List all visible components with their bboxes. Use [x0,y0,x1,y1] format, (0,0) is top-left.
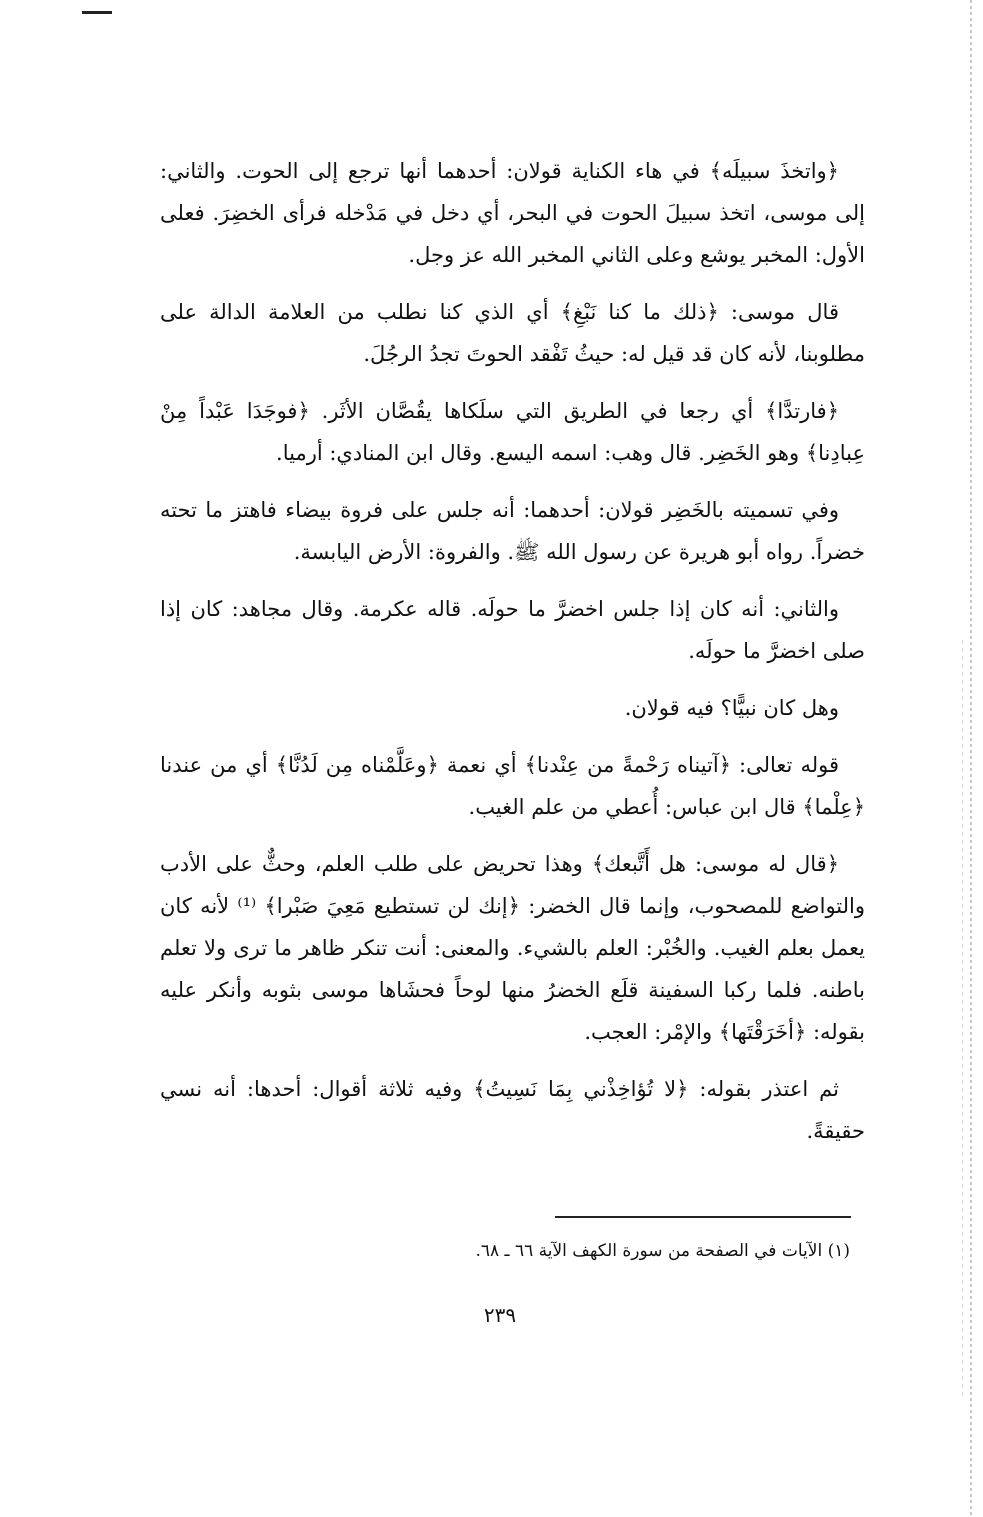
paragraph: ﴿واتخذَ سبيلَه﴾ في هاء الكناية قولان: أحدهما أنها ترجع إلى الحوت. والثاني: إلى موسى، اتخذ سبيلَ الحوت في البحر، أي دخل في مَدْخله فرأى الخضِرَ. فعلى الأول: المخبر يوشع وعلى الثاني المخبر الله عز وجل. [160,159,865,267]
main-text [160,150,865,1167]
paragraph: ثم اعتذر بقوله: ﴿لا تُؤاخِذْني بِمَا نَسِيتُ﴾ وفيه ثلاثة أقوال: أحدها: أنه نسي حقيقةً. [160,1077,865,1143]
scan-edge-dots [970,0,972,1517]
paragraph: وهل كان نبيًّا؟ فيه قولان. [624,696,839,720]
footnote: (١) الآيات في الصفحة من سورة الكهف الآية ٦٦ ـ ٦٨. [475,1241,850,1261]
paragraph: والثاني: أنه كان إذا جلس اخضرَّ ما حولَه. قاله عكرمة. وقال مجاهد: كان إذا صلى اخضرَّ ما حولَه. [160,597,865,663]
paragraph: ﴿فارتدَّا﴾ أي رجعا في الطريق التي سلَكاها يقُصَّان الأثَر. ﴿فوجَدَا عَبْداً مِنْ عِبادِنا﴾ وهو الخَضِر. قال وهب: اسمه اليسع. وقال ابن المنادي: أرميا. [160,399,865,465]
paragraph: وفي تسميته بالخَضِر قولان: أحدهما: أنه جلس على فروة بيضاء فاهتز ما تحته خضراً. رواه أبو هريرة عن رسول الله ﷺ. والفروة: الأرض اليابسة. [160,498,865,564]
top-edge-mark [82,11,112,14]
paragraph: قال موسى: ﴿ذلك ما كنا نَبْغِ﴾ أي الذي كنا نطلب من العلامة الدالة على مطلوبنا، لأنه كان قد قيل له: حيثُ تَفْقد الحوتَ تجدُ الرجُلَ. [160,300,865,366]
scan-edge-dots-inner [962,640,963,1400]
paragraph: ﴿قال له موسى: هل أَتَّبعك﴾ وهذا تحريض على طلب العلم، وحثٌّ على الأدب والتواضع للمصحوب، وإنما قال الخضر: ﴿إنك لن تستطيع مَعِيَ صَبْرا﴾ ⁽¹⁾ لأنه كان يعمل بعلم الغيب. والخُبْر: العلم بالشيء. والمعنى: أنت تنكر ظاهر ما ترى ولا تعلم باطنه. فلما ركبا السفينة قلَع الخضرُ منها لوحاً فحشَاها موسى بثوبه وأنكر عليه بقوله: ﴿أخَرَقْتَها﴾ والإمْر: العجب. [160,852,866,1044]
paragraph: قوله تعالى: ﴿آتيناه رَحْمةً من عِنْدنا﴾ أي نعمة ﴿وعَلَّمْناه مِن لَدُنَّا﴾ أي من عندنا ﴿عِلْما﴾ قال ابن عباس: أُعطي من علم الغيب. [160,753,865,819]
page-number: ٢٣٩ [483,1303,517,1327]
footnote-divider [555,1216,851,1218]
